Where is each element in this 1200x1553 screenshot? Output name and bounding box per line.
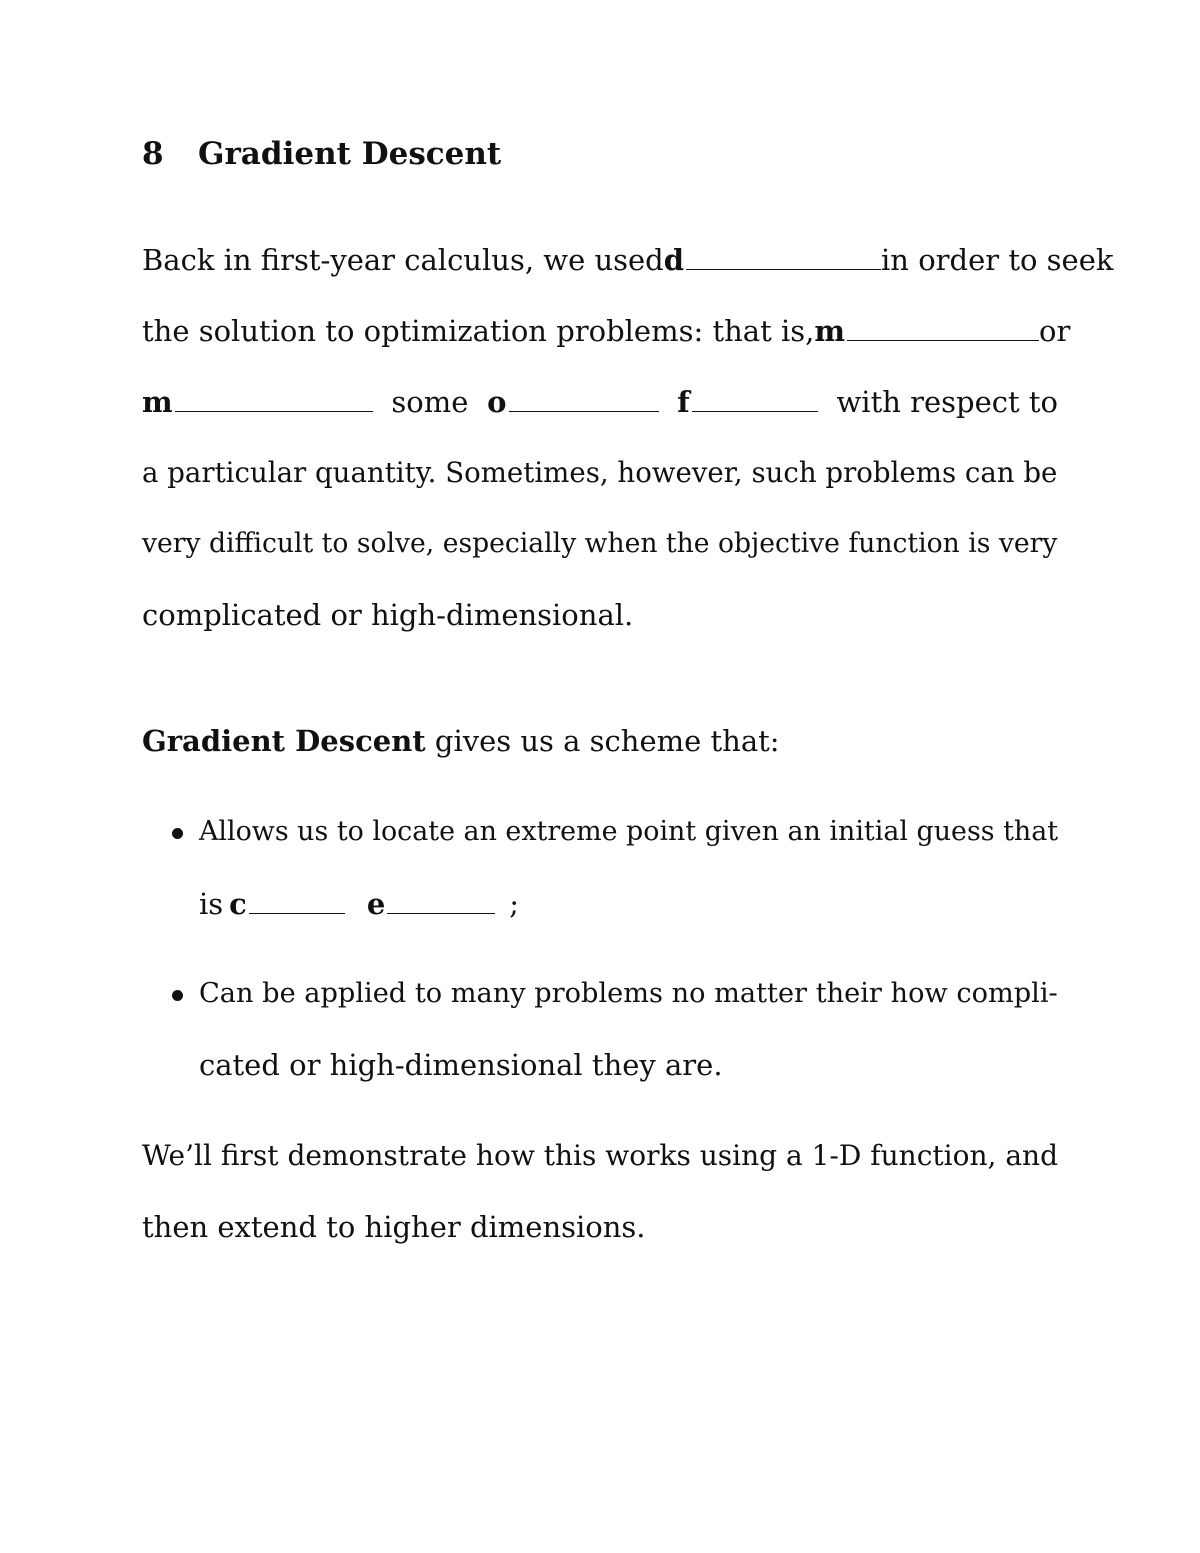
text-run: the solution to optimization problems: that is,	[142, 314, 815, 348]
paragraph-line: then extend to higher dimensions.	[142, 1210, 646, 1244]
list-item-line: Can be applied to many problems no matter their how compli-	[199, 978, 1058, 1009]
paragraph-line	[142, 240, 1114, 280]
bold-term: Gradient Descent	[142, 724, 426, 758]
blank-line	[175, 410, 373, 412]
fill-blank-m: m	[142, 382, 373, 422]
blank-line	[686, 268, 881, 270]
section-number: 8	[142, 136, 164, 172]
paragraph-line	[142, 721, 1058, 761]
fill-blank-o: o	[487, 382, 658, 422]
fill-blank-f: f	[677, 382, 817, 422]
paragraph-line: a particular quantity. Sometimes, however, such problems can be	[142, 456, 1058, 489]
section-heading	[142, 134, 1058, 174]
section-title: Gradient Descent	[198, 136, 502, 172]
text-run: Back in first-year calculus, we used	[142, 243, 664, 277]
paragraph-line: complicated or high-dimensional.	[142, 598, 634, 632]
text-run: is	[199, 887, 224, 921]
blank-line	[847, 339, 1039, 341]
paragraph-line	[142, 382, 1058, 422]
paragraph-line	[142, 311, 1071, 351]
list-item-line	[199, 884, 1058, 924]
paragraph-line: very difficult to solve, especially when the objective function is very	[142, 528, 1058, 559]
text-run: or	[1039, 314, 1071, 348]
bullet-icon	[172, 990, 183, 1001]
list-item-line: Allows us to locate an extreme point given an initial guess that	[199, 816, 1059, 847]
text-run: ;	[509, 887, 520, 921]
text-run: in order to seek	[881, 243, 1114, 277]
fill-blank-d: d	[664, 240, 881, 280]
list-item-line: cated or high-dimensional they are.	[199, 1048, 723, 1082]
text-run: gives us a scheme that:	[434, 724, 780, 758]
bullet-icon	[172, 828, 183, 839]
blank-line	[692, 410, 818, 412]
blank-line	[509, 410, 659, 412]
text-run: with respect to	[836, 385, 1058, 419]
fill-blank-e: e	[367, 887, 495, 921]
fill-blank-m: m	[814, 311, 1039, 351]
text-run: some	[391, 385, 469, 419]
blank-line	[249, 912, 345, 914]
blank-line	[387, 912, 495, 914]
fill-blank-c: c	[229, 887, 345, 921]
paragraph-line: We’ll first demonstrate how this works using a 1-D function, and	[142, 1139, 1059, 1172]
